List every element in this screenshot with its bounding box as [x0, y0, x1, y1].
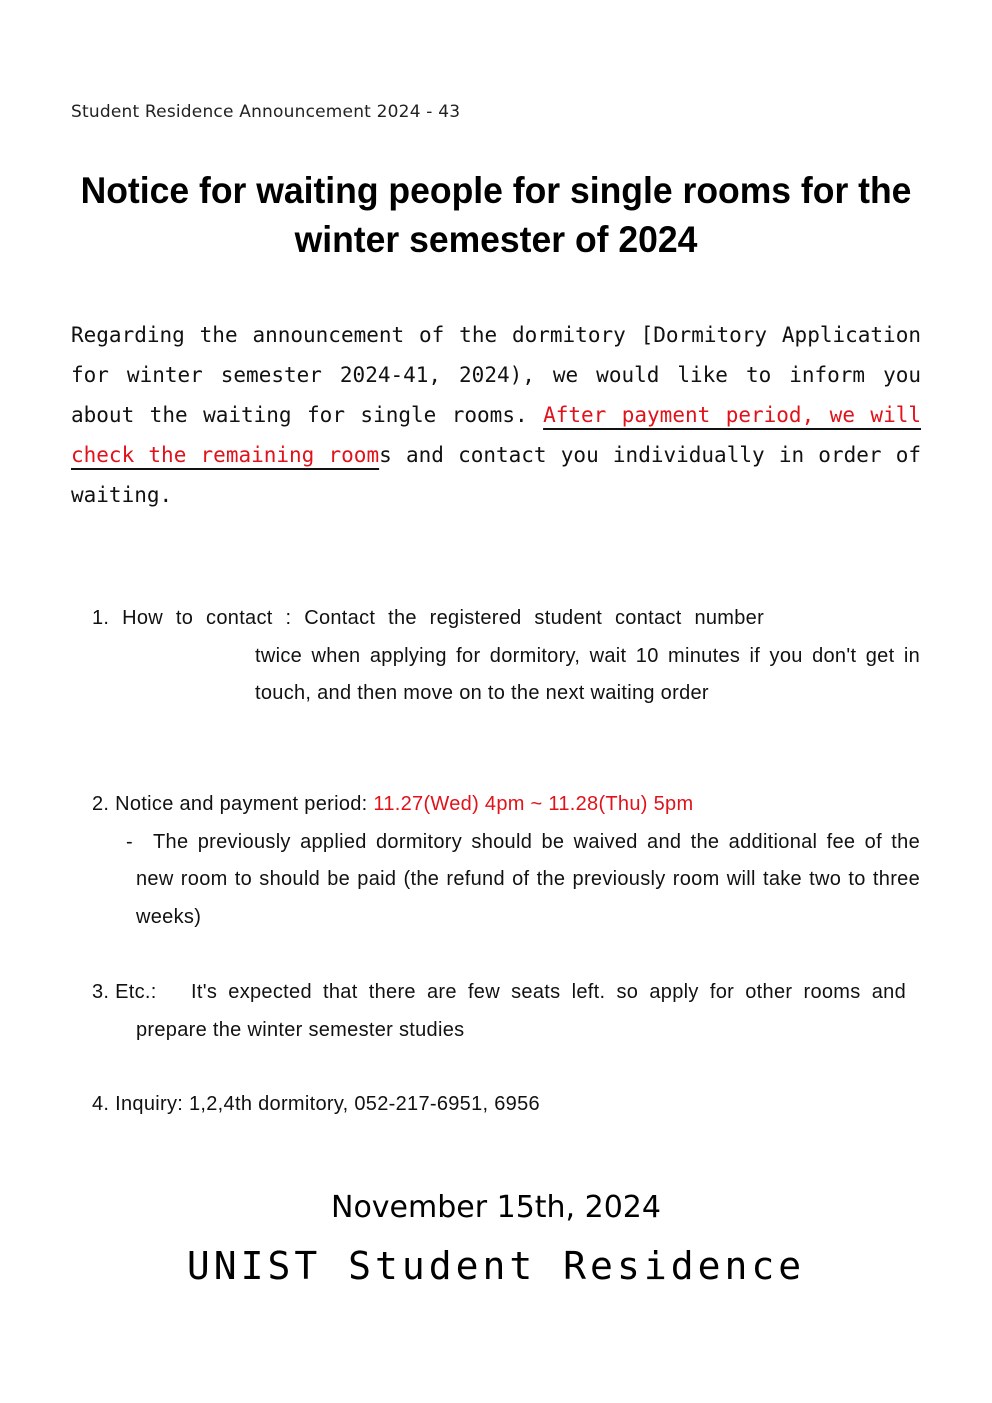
page-title: Notice for waiting people for single rooms for the winter semester of 2024: [80, 170, 912, 260]
contact-first-line: [92, 600, 920, 638]
intro-text-start: Regarding the announcement of the dormitory [Dormitory Application for winter semester 2024-41, 2024), we would like to inform you about the waiting for single rooms.: [71, 323, 921, 427]
payment-period-label: 2. Notice and payment period:: [92, 793, 374, 815]
contact-label: How to contact :: [122, 607, 292, 629]
contact-number: 1.: [92, 607, 110, 629]
contact-continuation: twice when applying for dormitory, wait 10 minutes if you don't get in touch, and then move on to the next waiting order: [255, 644, 920, 704]
etc-text: It's expected that there are few seats left. so apply for other rooms and prepare the winter semester studies: [136, 981, 906, 1041]
payment-dash: -: [126, 830, 133, 853]
payment-note: The previously applied dormitory should be waived and the additional fee of the new room to should be paid (the refund of the previously room will take two to three weeks): [136, 830, 920, 928]
payment-period-dates: 11.27(Wed) 4pm ~ 11.28(Thu) 5pm: [373, 793, 694, 815]
intro-paragraph: [71, 315, 921, 515]
etc-label: 3. Etc.:: [92, 981, 157, 1003]
contact-line-start: Contact the registered student contact number: [304, 607, 765, 629]
notice-date: November 15th, 2024: [331, 1190, 661, 1225]
inquiry-line: 4. Inquiry: 1,2,4th dormitory, 052-217-6951, 6956: [92, 1093, 540, 1115]
organization-name: UNIST Student Residence: [186, 1244, 806, 1288]
payment-period-line: [92, 786, 920, 824]
intro-text-end: s and contact you individually in order of waiting.: [71, 443, 922, 507]
intro-highlight: After payment period, we will check the remaining room: [71, 403, 922, 467]
announcement-reference: Student Residence Announcement 2024 - 43: [71, 102, 461, 122]
